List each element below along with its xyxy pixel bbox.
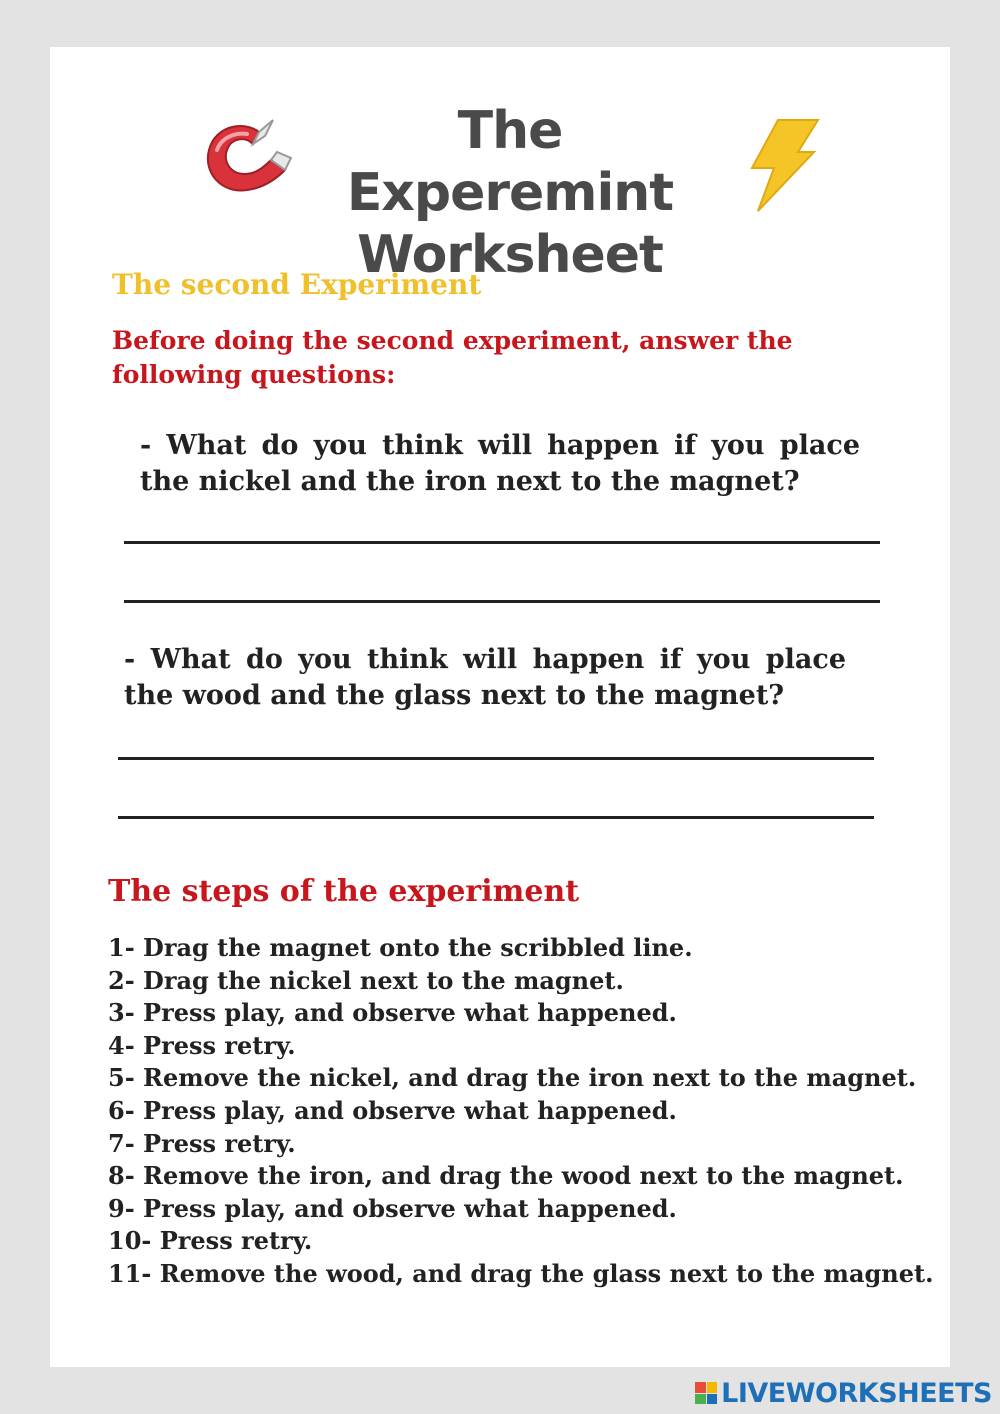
title-line-1: The Experemint xyxy=(346,101,674,223)
step-item: 10- Press retry. xyxy=(108,1226,313,1256)
answer-line-1b[interactable] xyxy=(124,600,880,603)
step-item: 8- Remove the iron, and drag the wood next to the magnet. xyxy=(108,1161,904,1191)
step-item: 11- Remove the wood, and drag the glass next to the magnet. xyxy=(108,1258,934,1288)
instructions-text: Before doing the second experiment, answer the following questions: xyxy=(112,326,793,389)
steps-title: The steps of the experiment xyxy=(108,874,580,909)
lightning-bolt-icon xyxy=(748,118,820,213)
step-item: 3- Press play, and observe what happened. xyxy=(108,998,677,1028)
answer-line-1a[interactable] xyxy=(124,541,880,544)
liveworksheets-logo-icon xyxy=(695,1382,717,1404)
magnet-icon xyxy=(195,110,295,200)
brand-text: LIVEWORKSHEETS xyxy=(721,1377,992,1409)
step-item: 4- Press retry. xyxy=(108,1030,296,1060)
question-2: - What do you think will happen if you place the wood and the glass next to the magnet? xyxy=(124,644,846,711)
page-title xyxy=(300,100,720,286)
step-item: 7- Press retry. xyxy=(108,1128,296,1158)
steps-list xyxy=(108,932,934,1291)
liveworksheets-brand[interactable] xyxy=(695,1378,992,1408)
step-item: 5- Remove the nickel, and drag the iron next to the magnet. xyxy=(108,1063,917,1093)
question-1: - What do you think will happen if you place the nickel and the iron next to the magnet? xyxy=(140,430,860,497)
section-title: The second Experiment xyxy=(112,268,482,301)
answer-line-2a[interactable] xyxy=(118,757,874,760)
step-item: 1- Drag the magnet onto the scribbled line. xyxy=(108,933,693,962)
step-item: 2- Drag the nickel next to the magnet. xyxy=(108,965,624,995)
title-line-2: Worksheet xyxy=(357,225,663,285)
step-item: 9- Press play, and observe what happened. xyxy=(108,1193,677,1223)
answer-line-2b[interactable] xyxy=(118,816,874,819)
step-item: 6- Press play, and observe what happened. xyxy=(108,1095,677,1125)
